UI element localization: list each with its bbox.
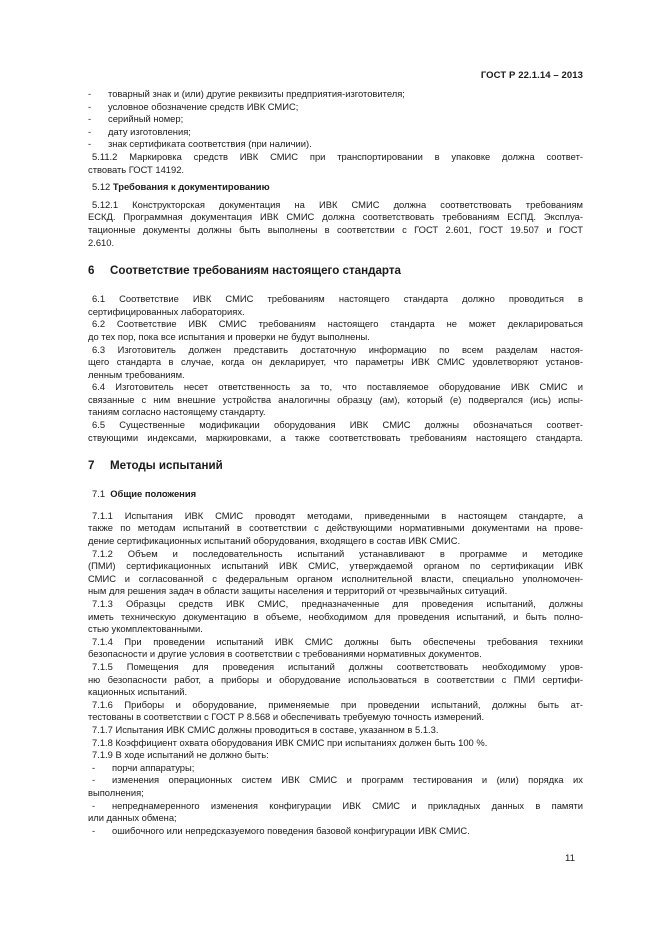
list-item: дату изготовления; <box>108 125 191 137</box>
text-line: 6.5 Существенные модификации оборудования ИВК СМИС должны обозначаться соответ- <box>92 419 583 431</box>
paragraph-5-12-1 <box>88 199 583 249</box>
text-line: 6.3 Изготовитель должен представить достаточную информацию по всем разделам настоя- <box>92 343 583 355</box>
text-line: 7.1.5 Помещения для проведения испытаний должны соответствовать необходимому уров- <box>92 660 583 672</box>
text-line: ным для решения задач в области защиты населения и территорий от чрезвычайных ситуаций. <box>88 585 508 597</box>
text-line: связанные с ним внешние устройства аналогичны образцу (ам), который (е) подвергался (ись) испы- <box>88 393 583 405</box>
list-item: непреднамеренного изменения конфигурации ИВК СМИС и прикладных данных в памяти <box>112 799 583 811</box>
text-line: 6.2 Соответствие ИВК СМИС требованиям настоящего стандарта не может декларироваться <box>92 318 583 330</box>
text-line: также по методам испытаний в соответствии с действующими нормативными документами на прове- <box>88 522 583 534</box>
text-line: 7.1.2 Объем и последовательность испытаний устанавливают в программе и методике <box>92 547 583 559</box>
list-item: порчи аппаратуры; <box>112 761 195 773</box>
subsection-heading-5-12: 5.12 Требования к документированию <box>92 181 270 193</box>
text-line: дение сертификационных испытаний оборудования, входящего в состав ИВК СМИС. <box>88 535 461 547</box>
text-line: 6.4 Изготовитель несет ответственность за то, что поставляемое оборудование ИВК СМИС и <box>92 381 583 393</box>
section-heading-7: 7 Методы испытаний <box>88 459 223 473</box>
list-item: ошибочного или непредсказуемого поведения базовой конфигурации ИВК СМИС. <box>112 824 470 836</box>
subsection-heading-7-1: 7.1 Общие положения <box>92 488 197 500</box>
text-line: (ПМИ) сертификационных испытаний ИВК СМИС, утверждаемой органом по сертификации ИВК <box>88 560 583 572</box>
text-line: 7.1.6 Приборы и оборудование, применяемые при проведении испытаний, должны быть ат- <box>92 698 583 710</box>
list-item: условное обозначение средств ИВК СМИС; <box>108 100 299 112</box>
section-heading-6: 6 Соответствие требованиям настоящего стандарта <box>88 264 401 278</box>
text-line: иметь техническую документацию в объеме, необходимом для проведения испытаний, и быть полно- <box>88 610 583 622</box>
text-line: ню безопасности работ, а приборы и оборудование использоваться в соответствии с ПМИ сертифи- <box>88 673 583 685</box>
text-line: сертифицированных лабораториях. <box>88 305 245 317</box>
text-line: 7.1.4 При проведении испытаний ИВК СМИС должны быть обеспечены требования техники <box>92 635 583 647</box>
list-a: - товарный знак и (или) другие реквизиты предприятия-изготовителя; - условное обозначение средств ИВК СМИС; - серийный номер; - дату изготовления; - знак сертификата соответствия (при наличии). <box>88 88 405 150</box>
text-line: таниям согласно настоящему стандарту. <box>88 406 266 418</box>
list-item-continuation: или данных обмена; <box>88 812 177 824</box>
text-line: безопасности и другие условия в соответствии с требованиями нормативных документов. <box>88 648 482 660</box>
section-6-text <box>88 293 583 444</box>
text-line: до тех пор, пока все испытания и проверки не будут выполнены. <box>88 330 370 342</box>
list-item: товарный знак и (или) другие реквизиты предприятия-изготовителя; <box>108 88 405 99</box>
text-line: кационных испытаний. <box>88 686 188 698</box>
section-7-text <box>88 510 583 762</box>
page-number: 11 <box>565 853 575 864</box>
text-line: 7.1.1 Испытания ИВК СМИС проводят методами, приведенными в настоящем стандарте, а <box>92 509 583 521</box>
text-line: 7.1.7 Испытания ИВК СМИС должны проводиться в составе, указанном в 5.1.3. <box>92 723 439 735</box>
text-line: ствующими индексами, маркировками, а также соответствовать требованиям настоящего стандарта. <box>88 431 583 443</box>
paragraph-5-11-2 <box>88 151 583 176</box>
text-line: СМИС и согласованной с федеральным органом исполнительной власти, специально уполномочен- <box>88 572 583 584</box>
text-line: 6.1 Соответствие ИВК СМИС требованиям настоящего стандарта должно проводиться в <box>92 293 583 305</box>
list-item: знак сертификата соответствия (при наличии). <box>108 138 312 150</box>
text-line: ленным требованиям. <box>88 368 185 380</box>
doc-header: ГОСТ Р 22.1.14 – 2013 <box>480 70 583 81</box>
document-body <box>88 88 583 837</box>
text-line: ствовать ГОСТ 14192. <box>88 163 185 175</box>
text-line: тационные документы должны быть выполнены в соответствии с ГОСТ 2.601, ГОСТ 19.507 и ГОСТ <box>88 223 583 235</box>
text-line: 7.1.9 В ходе испытаний не должно быть: <box>92 749 269 761</box>
text-line: 2.610. <box>88 236 115 248</box>
list-item: серийный номер; <box>108 113 184 125</box>
text-line: ЕСКД. Программная документация ИВК СМИС должна соответствовать требованиям ЕСПД. Эксплуа- <box>88 211 583 223</box>
list-item-continuation: выполнения; <box>88 786 144 798</box>
list-b: - порчи аппаратуры; - изменения операционных систем ИВК СМИС и программ тестирования и (или) порядка их выполнения; - непреднамеренного изменения конфигурации ИВК СМИС и прикладных данных в памяти или данных обмена; - ошибочного или непредсказуемого поведения базовой конфигурации ИВК СМИС. <box>88 761 583 836</box>
text-line: стью укомплектованными. <box>88 623 203 635</box>
text-line: 7.1.3 Образцы средств ИВК СМИС, предназначенные для проведения испытаний, должны <box>92 598 583 609</box>
list-item: изменения операционных систем ИВК СМИС и программ тестирования и (или) порядка их <box>112 774 583 786</box>
text-line: тестованы в соответствии с ГОСТ Р 8.568 и обеспечивать требуемую точность измерений. <box>88 711 485 723</box>
text-line: 5.11.2 Маркировка средств ИВК СМИС при транспортировании в упаковке должна соответ- <box>92 150 583 162</box>
text-line: щего стандарта в случае, когда он декларирует, что параметры ИВК СМИС удовлетворяют установ- <box>88 356 583 368</box>
text-line: 7.1.8 Коэффициент охвата оборудования ИВК СМИС при испытаниях должен быть 100 %. <box>92 736 488 748</box>
text-line: 5.12.1 Конструкторская документация на ИВК СМИС должна соответствовать требованиям <box>92 198 583 210</box>
